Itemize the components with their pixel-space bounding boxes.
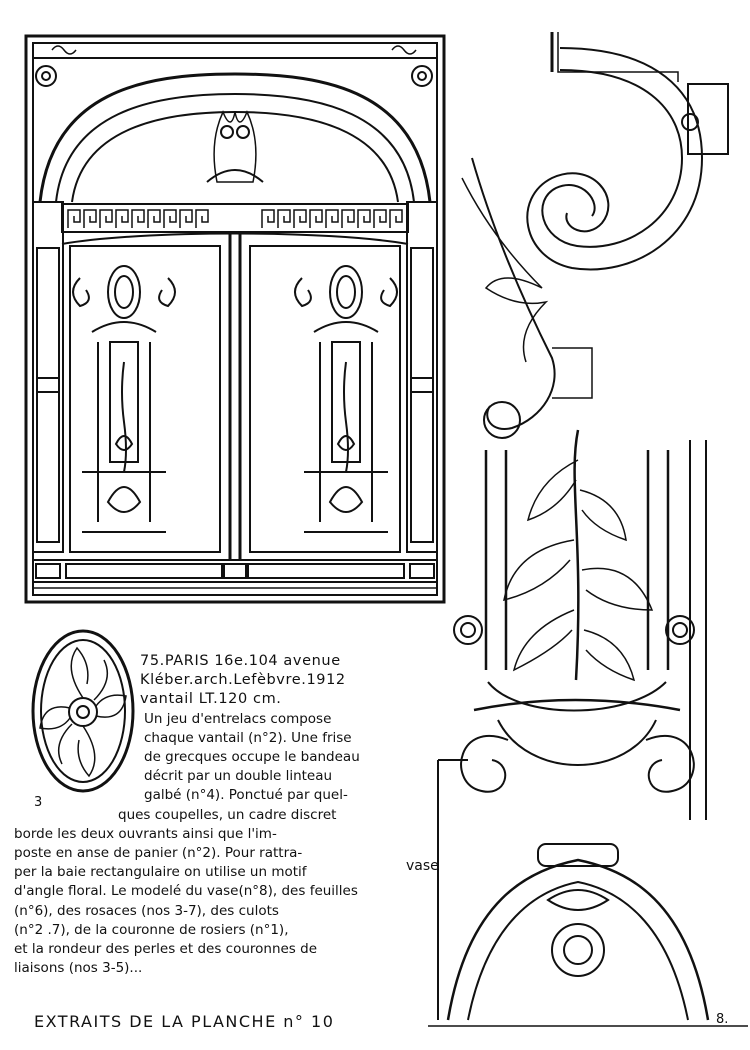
scroll-volute-drawing [452, 28, 746, 448]
caption-line: (n°2 .7), de la couronne de rosiers (n°1), [14, 921, 289, 938]
caption-line: galbé (n°4). Ponctué par quel- [144, 787, 348, 804]
caption-line: décrit par un double linteau [144, 768, 333, 785]
plate-footer: EXTRAITS DE LA PLANCHE n° 10 [34, 1012, 335, 1031]
caption-line: (n°6), des rosaces (nos 3-7), des culots [14, 902, 279, 919]
caption-text [14, 652, 416, 978]
gate-drawing [22, 32, 448, 606]
caption-line: et la rondeur des perles et des couronnes de [14, 941, 318, 958]
caption-line: ques coupelles, un cadre discret [118, 806, 337, 823]
caption-line: per la baie rectangulaire on utilise un motif [14, 864, 307, 881]
page-number: 8. [716, 1012, 729, 1027]
caption-line: Un jeu d'entrelacs compose [144, 710, 332, 727]
caption-line: d'angle floral. Le modelé du vase(n°8), des feuilles [14, 883, 358, 900]
caption-heading-3: vantail LT.120 cm. [140, 691, 282, 708]
caption-line: borde les deux ouvrants ainsi que l'im- [14, 825, 277, 842]
vase-drawing [428, 420, 748, 1032]
rosace-number: 3 [34, 795, 43, 810]
caption-line: liaisons (nos 3-5)... [14, 960, 143, 977]
vase-label: vase [406, 858, 439, 874]
caption-heading-2: Kléber.arch.Lefèbvre.1912 [140, 672, 346, 689]
caption-line: chaque vantail (n°2). Une frise [144, 729, 352, 746]
caption-line: poste en anse de panier (n°2). Pour rattra- [14, 845, 303, 862]
caption-heading-1: 75.PARIS 16e.104 avenue [140, 653, 341, 669]
caption-line: de grecques occupe le bandeau [144, 749, 360, 766]
